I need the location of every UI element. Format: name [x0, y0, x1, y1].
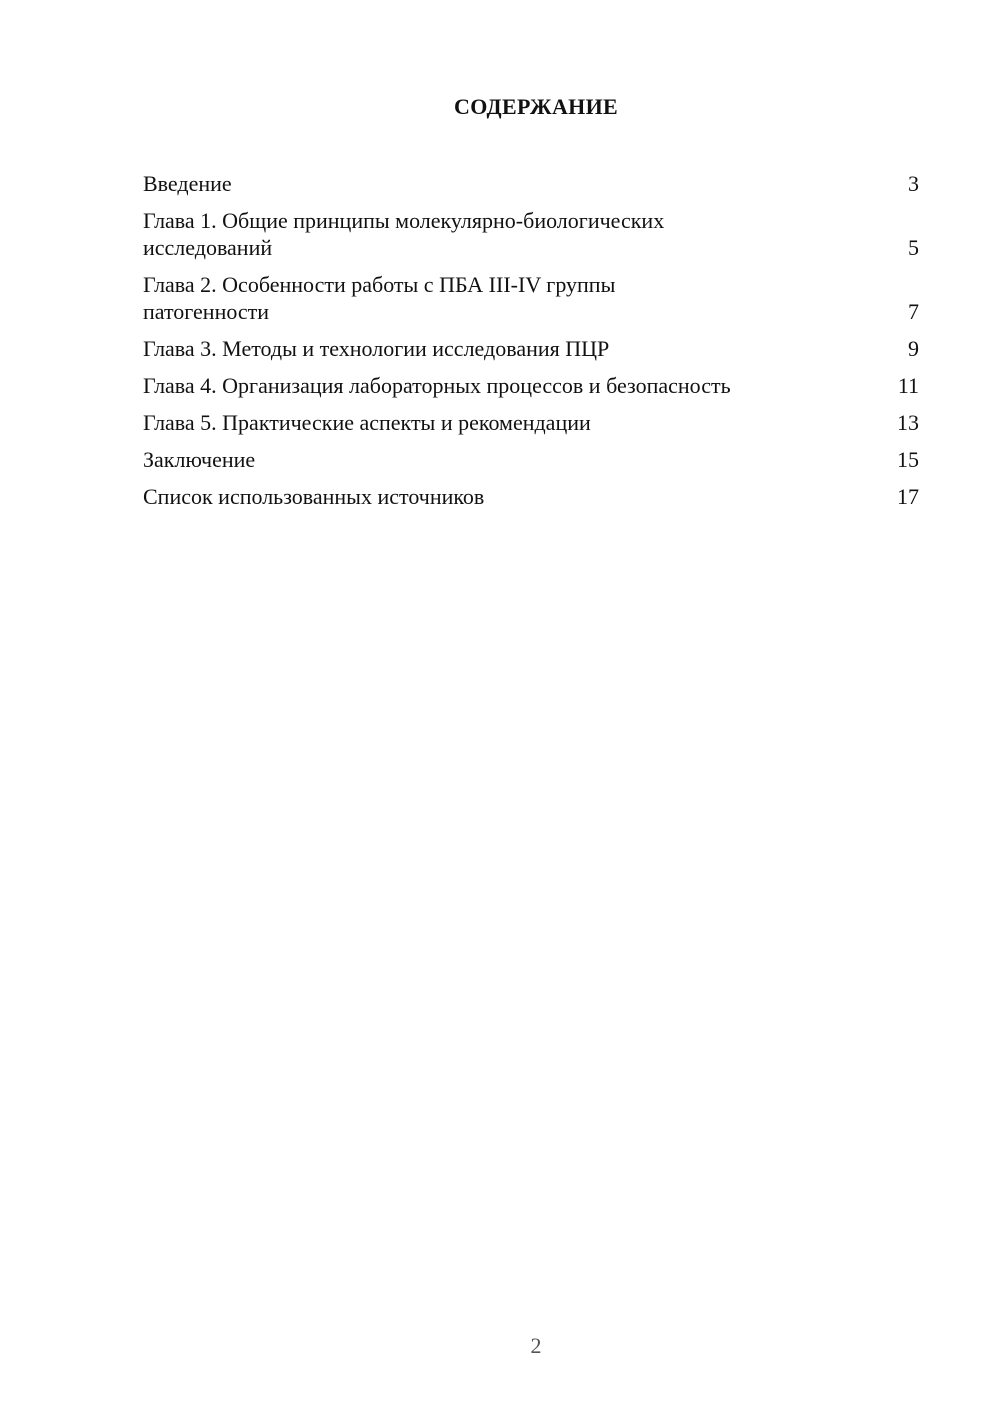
toc-entry-title: Глава 3. Методы и технологии исследования ПЦР	[143, 336, 610, 361]
toc-entry-page: 15	[897, 447, 919, 472]
table-of-contents	[143, 170, 919, 520]
toc-entry-title: Глава 1. Общие принципы молекулярно-биологических исследований	[143, 208, 665, 260]
toc-entry-page: 11	[897, 373, 919, 398]
toc-entry	[143, 207, 919, 261]
toc-entry	[143, 446, 919, 473]
toc-entry-page: 13	[897, 410, 919, 435]
toc-entry	[143, 409, 919, 436]
toc-entry-title: Глава 2. Особенности работы с ПБА III-IV группы патогенности	[143, 272, 616, 324]
toc-entry	[143, 271, 919, 325]
toc-entry	[143, 335, 919, 362]
toc-entry-title: Глава 4. Организация лабораторных процессов и безопасность	[143, 373, 731, 398]
toc-entry-page: 5	[908, 235, 919, 260]
toc-entry-title: Глава 5. Практические аспекты и рекомендации	[143, 410, 591, 435]
toc-entry-title: Список использованных источников	[143, 484, 485, 509]
toc-entry-page: 17	[897, 484, 919, 509]
toc-entry	[143, 170, 919, 197]
toc-entry-title: Заключение	[143, 447, 256, 472]
toc-entry-page: 3	[908, 171, 919, 196]
toc-entry	[143, 372, 919, 399]
page-title: СОДЕРЖАНИЕ	[454, 94, 618, 119]
toc-entry-page: 7	[908, 299, 919, 324]
toc-entry	[143, 483, 919, 510]
page-number: 2	[530, 1333, 542, 1358]
toc-entry-title: Введение	[143, 171, 232, 196]
toc-entry-page: 9	[908, 336, 919, 361]
